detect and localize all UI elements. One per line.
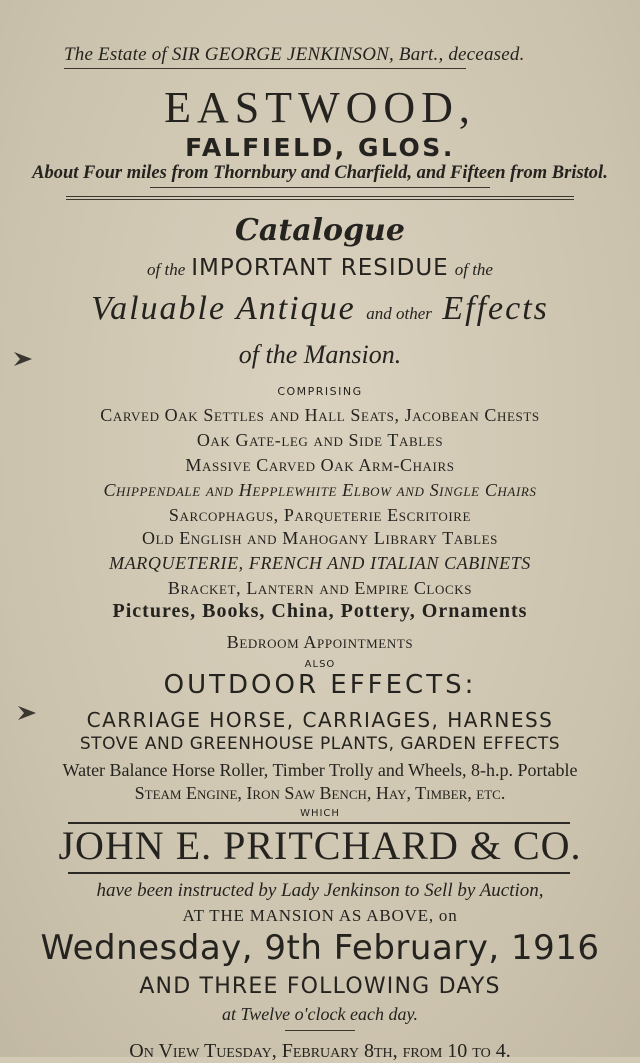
- item-clocks: Bracket, Lantern and Empire Clocks: [167, 578, 473, 598]
- outdoor-effects-heading: OUTDOOR EFFECTS:: [163, 670, 477, 700]
- important-residue-text: IMPORTANT RESIDUE: [191, 255, 449, 281]
- item-arm-chairs: Massive Carved Oak Arm-Chairs: [185, 455, 455, 475]
- item-sarcophagus: Sarcophagus, Parqueterie Escritoire: [168, 505, 472, 525]
- item-chippendale-chairs: Chippendale and Hepplewhite Elbow and Single Chairs: [103, 480, 537, 500]
- header-double-rule: [66, 196, 574, 200]
- time-rule: [285, 1030, 355, 1031]
- auctioneer-name: JOHN E. PRITCHARD & CO.: [58, 823, 582, 868]
- mansion-line: of the Mansion.: [238, 340, 402, 369]
- valuable-line: [0, 290, 640, 328]
- distance-note: About Four miles from Thornbury and Charfield, and Fifteen from Bristol.: [32, 163, 608, 183]
- item-carved-oak-settles: Carved Oak Settles and Hall Seats, Jacobean Chests: [100, 405, 540, 425]
- item-library-tables: Old English and Mahogany Library Tables: [141, 528, 498, 548]
- item-pictures: Pictures, Books, China, Pottery, Ornaments: [112, 600, 528, 622]
- steam-engine-line: Steam Engine, Iron Saw Bench, Hay, Timber, etc.: [134, 783, 506, 803]
- item-oak-tables: Oak Gate-leg and Side Tables: [196, 430, 444, 450]
- water-balance-line: Water Balance Horse Roller, Timber Trolly and Wheels, 8-h.p. Portable: [62, 760, 578, 780]
- valuable-antique-text: Valuable Antique: [91, 290, 356, 327]
- also-label: ALSO: [304, 659, 336, 670]
- residue-line: [0, 255, 640, 282]
- and-other-text: and other: [366, 304, 432, 323]
- catalogue-title: Catalogue: [235, 213, 405, 248]
- instructed-line: have been instructed by Lady Jenkinson to Sell by Auction,: [96, 880, 544, 901]
- sale-date: Wednesday, 9th February, 1916: [40, 928, 600, 968]
- view-line: On View Tuesday, February 8th, from 10 to 4.: [129, 1040, 511, 1062]
- auctioneer-bottom-rule: [68, 872, 570, 874]
- header-rule: [150, 187, 490, 188]
- of-the-text: of the: [147, 260, 186, 279]
- carriage-line: CARRIAGE HORSE, CARRIAGES, HARNESS: [86, 708, 554, 732]
- comprising-label: COMPRISING: [277, 385, 363, 398]
- sale-time: at Twelve o'clock each day.: [222, 1004, 418, 1024]
- house-name: EASTWOOD,: [164, 83, 476, 132]
- venue-line: AT THE MANSION AS ABOVE, on: [182, 906, 458, 925]
- stove-line: STOVE AND GREENHOUSE PLANTS, GARDEN EFFECTS: [79, 734, 561, 754]
- of-the-text-2: of the: [454, 260, 493, 279]
- place-name: FALFIELD, GLOS.: [185, 133, 455, 162]
- effects-text: Effects: [442, 290, 549, 327]
- which-label: WHICH: [300, 808, 340, 819]
- item-bedroom: Bedroom Appointments: [226, 632, 414, 652]
- estate-heading: The Estate of SIR GEORGE JENKINSON, Bart., deceased.: [64, 44, 525, 65]
- following-days: AND THREE FOLLOWING DAYS: [139, 974, 501, 999]
- item-cabinets: MARQUETERIE, FRENCH AND ITALIAN CABINETS: [109, 553, 531, 573]
- estate-underline: [64, 68, 466, 69]
